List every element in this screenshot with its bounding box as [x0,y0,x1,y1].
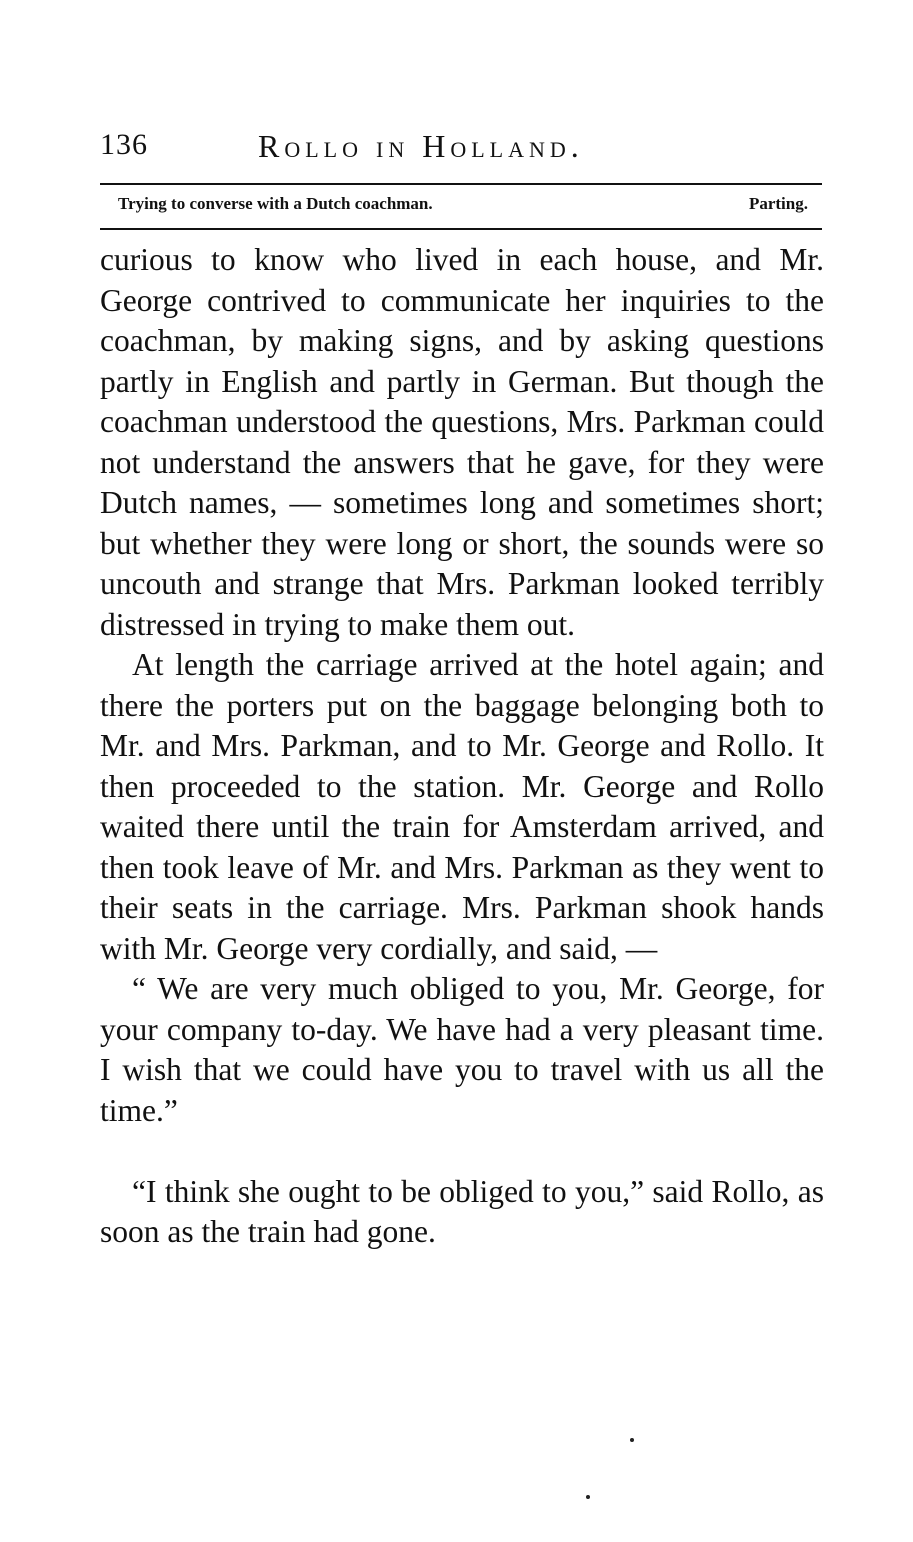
body-text [100,240,824,1253]
paragraph-continuation: curious to know who lived in each house, and Mr. George contrived to communicate her inquiries to the coachman, by making signs, and by asking questions partly in English and partly in German. But though the coachman understood the questions, Mrs. Parkman could not understand the answers that he gave, for they were Dutch names, — sometimes long and sometimes short; but whether they were long or short, the sounds were so uncouth and strange that Mrs. Parkman looked terribly distressed in trying to make them out. [100,242,824,642]
paragraph-departure: At length the carriage arrived at the hotel again; and there the porters put on the baggage belonging both to Mr. and Mrs. Parkman, and to Mr. George and Rollo. It then proceeded to the station. Mr. George and Rollo waited there until the train for Amsterdam arrived, and then took leave of Mr. and Mrs. Parkman as they went to their seats in the carriage. Mrs. Parkman shook hands with Mr. George very cordially, and said, — [100,647,824,966]
running-head [100,128,822,172]
subhead-topic: Trying to converse with a Dutch coachman. [118,194,433,213]
header-rule-top [100,183,822,185]
paragraph-quote: “ We are very much obliged to you, Mr. George, for your company to-day. We have had a very pleasant time. I wish that we could have you to travel with us all the time.” [100,971,824,1128]
print-speck [630,1438,634,1442]
chapter-subhead [118,194,808,222]
subhead-section: Parting. [748,194,808,213]
header-rule-bottom [100,228,822,230]
book-title: Rollo in Holland. [258,128,584,164]
page-number: 136 [100,128,148,161]
print-speck [586,1495,590,1499]
paragraph-rollo-remark: “I think she ought to be obliged to you,” said Rollo, as soon as the train had gone. [100,1173,824,1249]
